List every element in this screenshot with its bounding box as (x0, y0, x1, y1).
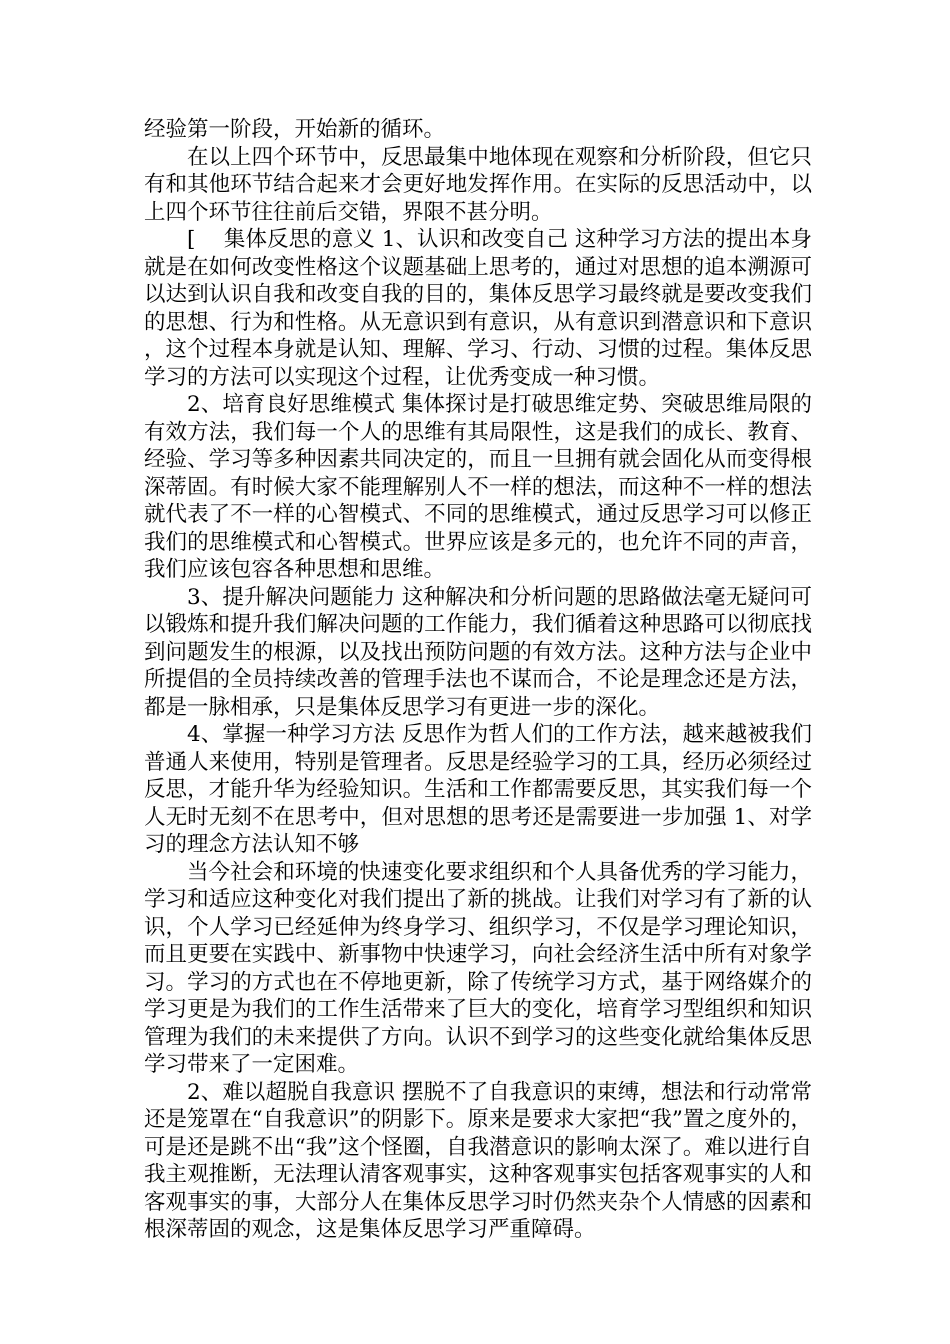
paragraph-reflection-meaning: [ 集体反思的意义 1、认识和改变自己 这种学习方法的提出本身就是在如何改变性格这个议题基础上思考的，通过对思想的追本溯源可以达到认识自我和改变自我的目的，集体反思学习最终就是要改变我们的思想、行为和性格。从无意识到有意识，从有意识到潜意识和下意识，这个过程本身就是认知、理解、学习、行动、习惯的过程。集体反思学习的方法可以实现这个过程，让优秀变成一种习惯。 (144, 227, 812, 390)
document-body (144, 116, 812, 1244)
paragraph-four-stages: 在以上四个环节中，反思最集中地体现在观察和分析阶段，但它只有和其他环节结合起来才会更好地发挥作用。在实际的反思活动中，以上四个环节往往前后交错，界限不甚分明。 (144, 144, 812, 225)
paragraph-self-awareness: 2、难以超脱自我意识 摆脱不了自我意识的束缚，想法和行动常常还是笼罩在“自我意识”的阴影下。原来是要求大家把“我”置之度外的，可是还是跳不出“我”这个怪圈，自我潜意识的影响太深了。难以进行自我主观推断，无法理认清客观事实，这种客观事实包括客观事实的人和客观事实的事，大部分人在集体反思学习时仍然夹杂个人情感的因素和根深蒂固的观念，这是集体反思学习严重障碍。 (144, 1079, 812, 1242)
paragraph-learning-change: 当今社会和环境的快速变化要求组织和个人具备优秀的学习能力，学习和适应这种变化对我们提出了新的挑战。让我们对学习有了新的认识，个人学习已经延伸为终身学习、组织学习，不仅是学习理论知识，而且更要在实践中、新事物中快速学习，向社会经济生活中所有对象学习。学习的方式也在不停地更新，除了传统学习方式，基于网络媒介的学习更是为我们的工作生活带来了巨大的变化，培育学习型组织和知识管理为我们的未来提供了方向。认识不到学习的这些变化就给集体反思学习带来了一定困难。 (144, 859, 812, 1077)
paragraph-learning-method: 4、掌握一种学习方法 反思作为哲人们的工作方法，越来越被我们普通人来使用，特别是管理者。反思是经验学习的工具，经历必须经过反思，才能升华为经验知识。生活和工作都需要反思，其实我们每一个人无时无刻不在思考中，但对思想的思考还是需要进一步加强 1、对学习的理念方法认知不够 (144, 722, 812, 857)
paragraph-problem-solving: 3、提升解决问题能力 这种解决和分析问题的思路做法毫无疑问可以锻炼和提升我们解决问题的工作能力，我们循着这种思路可以彻底找到问题发生的根源，以及找出预防问题的有效方法。这种方法与企业中所提倡的全员持续改善的管理手法也不谋而合，不论是理念还是方法，都是一脉相承，只是集体反思学习有更进一步的深化。 (144, 584, 812, 720)
paragraph-cycle-end: 经验第一阶段，开始新的循环。 (144, 117, 446, 142)
paragraph-thinking-mode: 2、培育良好思维模式 集体探讨是打破思维定势、突破思维局限的有效方法，我们每一个人的思维有其局限性，这是我们的成长、教育、经验、学习等多种因素共同决定的，而且一旦拥有就会固化从而变得根深蒂固。有时候大家不能理解别人不一样的想法，而这种不一样的想法就代表了不一样的心智模式、不同的思维模式，通过反思学习可以修正我们的思维模式和心智模式。世界应该是多元的，也允许不同的声音，我们应该包容各种思想和思维。 (144, 392, 812, 582)
